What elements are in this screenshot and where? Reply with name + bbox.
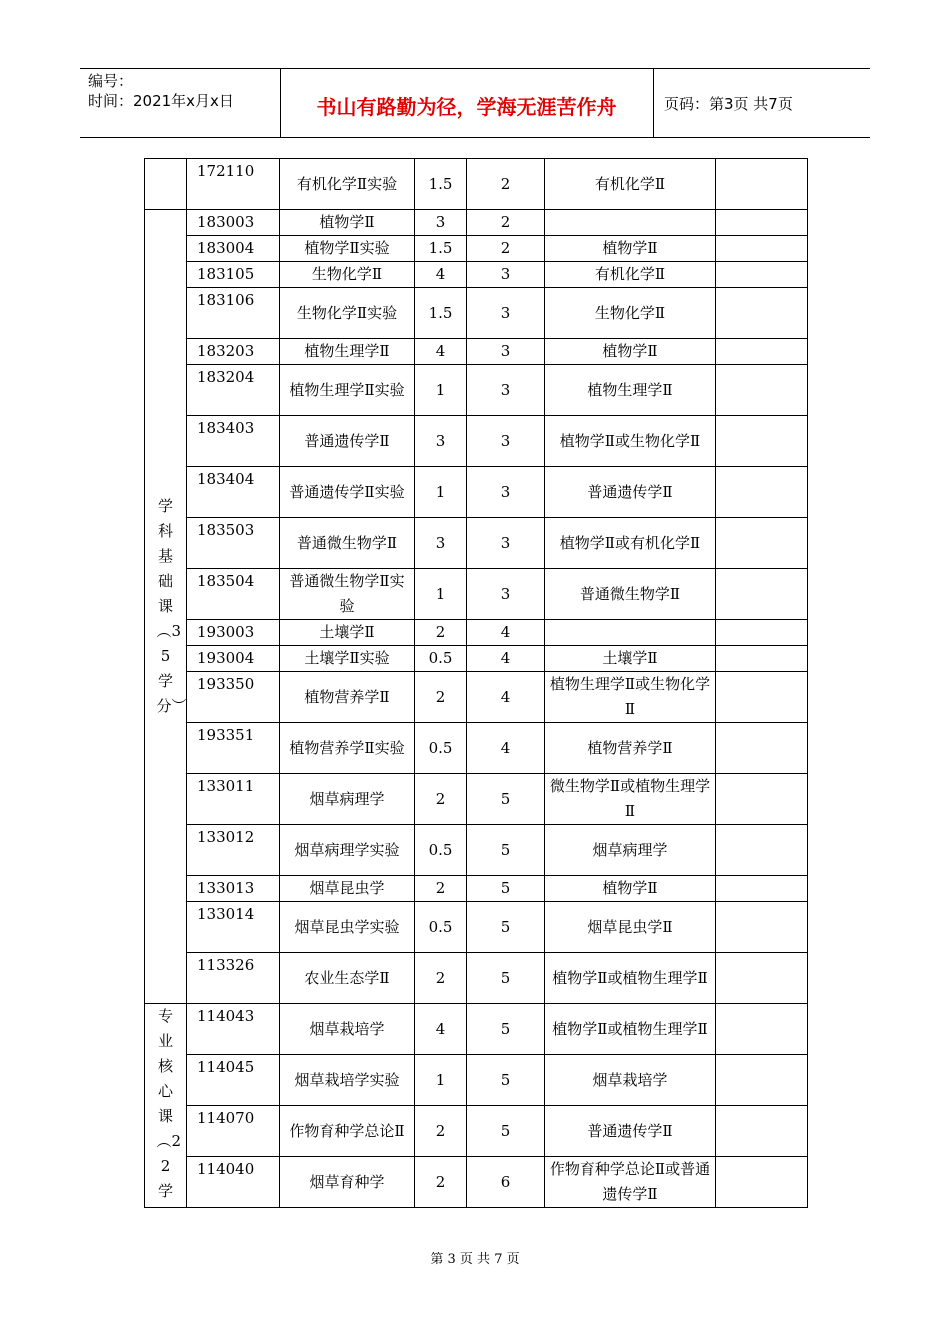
course-prereq: 土壤学Ⅱ: [545, 646, 716, 672]
course-credit: 3: [415, 518, 467, 569]
table-row: [145, 1157, 808, 1208]
course-code: 183003: [187, 210, 280, 236]
course-credit: 4: [415, 1004, 467, 1055]
course-name: 植物学Ⅱ实验: [280, 236, 415, 262]
table-row: [145, 236, 808, 262]
course-code: 172110: [187, 159, 280, 210]
course-name: 植物生理学Ⅱ实验: [280, 365, 415, 416]
course-term: 3: [467, 288, 545, 339]
table-row: [145, 1055, 808, 1106]
table-row: [145, 365, 808, 416]
course-note: [716, 902, 808, 953]
course-note: [716, 876, 808, 902]
course-credit: 2: [415, 774, 467, 825]
course-code: 193350: [187, 672, 280, 723]
course-term: 3: [467, 339, 545, 365]
category-core: [145, 1004, 187, 1208]
course-credit: 1: [415, 467, 467, 518]
course-note: [716, 646, 808, 672]
table-row: [145, 953, 808, 1004]
table-row: [145, 825, 808, 876]
course-term: 5: [467, 1106, 545, 1157]
course-name: 植物营养学Ⅱ: [280, 672, 415, 723]
course-term: 6: [467, 1157, 545, 1208]
course-prereq: 微生物学Ⅱ或植物生理学Ⅱ: [545, 774, 716, 825]
course-prereq: 植物学Ⅱ: [545, 236, 716, 262]
course-code: 114043: [187, 1004, 280, 1055]
course-term: 2: [467, 210, 545, 236]
course-name: 烟草昆虫学: [280, 876, 415, 902]
table-row: [145, 518, 808, 569]
course-code: 193003: [187, 620, 280, 646]
course-term: 3: [467, 262, 545, 288]
course-term: 2: [467, 159, 545, 210]
course-term: 3: [467, 467, 545, 518]
course-credit: 0.5: [415, 646, 467, 672]
course-credit: 3: [415, 416, 467, 467]
course-credit: 3: [415, 210, 467, 236]
time-label: 时间：2021年x月x日: [88, 92, 234, 110]
table-row: [145, 339, 808, 365]
course-prereq: 植物生理学Ⅱ或生物化学Ⅱ: [545, 672, 716, 723]
course-credit: 1: [415, 365, 467, 416]
course-name: 烟草病理学: [280, 774, 415, 825]
course-credit: 4: [415, 339, 467, 365]
course-name: 植物学Ⅱ: [280, 210, 415, 236]
course-term: 3: [467, 416, 545, 467]
course-note: [716, 723, 808, 774]
course-name: 普通遗传学Ⅱ: [280, 416, 415, 467]
course-prereq: 植物学Ⅱ或生物化学Ⅱ: [545, 416, 716, 467]
course-credit: 0.5: [415, 902, 467, 953]
category-basic-label: 学科基础课︵35学分︶: [156, 497, 187, 715]
course-credit: 1.5: [415, 288, 467, 339]
course-note: [716, 569, 808, 620]
course-note: [716, 262, 808, 288]
table-row: [145, 672, 808, 723]
course-code: 183204: [187, 365, 280, 416]
page-header: [80, 68, 870, 138]
header-motto: 书山有路勤为径，学海无涯苦作舟: [316, 95, 617, 119]
table-row: [145, 288, 808, 339]
course-prereq: 烟草病理学: [545, 825, 716, 876]
table-row: [145, 159, 808, 210]
course-prereq: 植物学Ⅱ或植物生理学Ⅱ: [545, 1004, 716, 1055]
course-credit: 2: [415, 953, 467, 1004]
course-code: 133011: [187, 774, 280, 825]
header-page-info: 页码：第3页 共7页: [664, 95, 793, 113]
course-term: 3: [467, 569, 545, 620]
course-credit: 2: [415, 876, 467, 902]
course-prereq: 普通遗传学Ⅱ: [545, 1106, 716, 1157]
table-row: [145, 467, 808, 518]
course-credit: 2: [415, 1106, 467, 1157]
course-prereq: 烟草栽培学: [545, 1055, 716, 1106]
course-code: 183404: [187, 467, 280, 518]
course-note: [716, 288, 808, 339]
course-code: 183203: [187, 339, 280, 365]
course-term: 4: [467, 723, 545, 774]
course-term: 5: [467, 953, 545, 1004]
table-row: [145, 876, 808, 902]
course-code: 183004: [187, 236, 280, 262]
course-term: 3: [467, 518, 545, 569]
course-term: 5: [467, 774, 545, 825]
course-term: 2: [467, 236, 545, 262]
course-code: 183504: [187, 569, 280, 620]
course-code: 113326: [187, 953, 280, 1004]
course-term: 5: [467, 1055, 545, 1106]
course-note: [716, 159, 808, 210]
course-note: [716, 1004, 808, 1055]
table-row: [145, 210, 808, 236]
table-row: [145, 620, 808, 646]
course-code: 183106: [187, 288, 280, 339]
course-code: 114070: [187, 1106, 280, 1157]
table-row: [145, 902, 808, 953]
course-note: [716, 774, 808, 825]
course-note: [716, 416, 808, 467]
course-note: [716, 1106, 808, 1157]
course-prereq: 作物育种学总论Ⅱ或普通遗传学Ⅱ: [545, 1157, 716, 1208]
course-term: 4: [467, 646, 545, 672]
course-note: [716, 620, 808, 646]
course-term: 5: [467, 876, 545, 902]
course-term: 5: [467, 825, 545, 876]
course-note: [716, 1157, 808, 1208]
table-row: [145, 1004, 808, 1055]
course-prereq: 普通微生物学Ⅱ: [545, 569, 716, 620]
course-note: [716, 339, 808, 365]
course-code: 183503: [187, 518, 280, 569]
course-note: [716, 236, 808, 262]
course-credit: 1.5: [415, 159, 467, 210]
table-row: [145, 262, 808, 288]
course-name: 生物化学Ⅱ实验: [280, 288, 415, 339]
course-name: 植物营养学Ⅱ实验: [280, 723, 415, 774]
course-credit: 1: [415, 569, 467, 620]
course-prereq: 植物学Ⅱ: [545, 339, 716, 365]
course-prereq: 植物学Ⅱ或有机化学Ⅱ: [545, 518, 716, 569]
course-prereq: [545, 620, 716, 646]
course-code: 193351: [187, 723, 280, 774]
table-row: [145, 774, 808, 825]
table-row: [145, 646, 808, 672]
course-credit: 2: [415, 672, 467, 723]
course-name: 烟草病理学实验: [280, 825, 415, 876]
course-credit: 4: [415, 262, 467, 288]
course-code: 114045: [187, 1055, 280, 1106]
course-prereq: 有机化学Ⅱ: [545, 262, 716, 288]
course-name: 土壤学Ⅱ: [280, 620, 415, 646]
course-code: 193004: [187, 646, 280, 672]
course-note: [716, 1055, 808, 1106]
course-credit: 1.5: [415, 236, 467, 262]
course-credit: 2: [415, 620, 467, 646]
category-basic: [145, 210, 187, 1004]
course-name: 作物育种学总论Ⅱ: [280, 1106, 415, 1157]
course-name: 生物化学Ⅱ: [280, 262, 415, 288]
table-row: [145, 569, 808, 620]
table-row: [145, 723, 808, 774]
course-prereq: 普通遗传学Ⅱ: [545, 467, 716, 518]
course-name: 烟草昆虫学实验: [280, 902, 415, 953]
course-note: [716, 518, 808, 569]
number-label: 编号：: [88, 72, 134, 90]
course-note: [716, 953, 808, 1004]
course-code: 183403: [187, 416, 280, 467]
course-prereq: 植物学Ⅱ: [545, 876, 716, 902]
page-footer: 第 3 页 共 7 页: [430, 1252, 520, 1267]
course-prereq: 生物化学Ⅱ: [545, 288, 716, 339]
course-term: 5: [467, 902, 545, 953]
course-prereq: [545, 210, 716, 236]
course-credit: 1: [415, 1055, 467, 1106]
course-code: 133013: [187, 876, 280, 902]
course-code: 114040: [187, 1157, 280, 1208]
course-code: 133012: [187, 825, 280, 876]
course-prereq: 植物生理学Ⅱ: [545, 365, 716, 416]
category-core-label: 专业核心课︵22学: [156, 1007, 182, 1200]
course-prereq: 烟草昆虫学Ⅱ: [545, 902, 716, 953]
course-name: 有机化学Ⅱ实验: [280, 159, 415, 210]
course-prereq: 有机化学Ⅱ: [545, 159, 716, 210]
course-name: 土壤学Ⅱ实验: [280, 646, 415, 672]
course-note: [716, 210, 808, 236]
course-term: 3: [467, 365, 545, 416]
header-meta: [88, 71, 234, 111]
course-name: 农业生态学Ⅱ: [280, 953, 415, 1004]
course-code: 183105: [187, 262, 280, 288]
table-row: [145, 1106, 808, 1157]
header-divider: [653, 69, 654, 137]
course-note: [716, 365, 808, 416]
category-cell-previous: [145, 159, 187, 210]
course-term: 5: [467, 1004, 545, 1055]
course-note: [716, 467, 808, 518]
course-name: 烟草栽培学实验: [280, 1055, 415, 1106]
course-note: [716, 672, 808, 723]
course-credit: 0.5: [415, 825, 467, 876]
course-name: 普通微生物学Ⅱ实验: [280, 569, 415, 620]
course-prereq: 植物营养学Ⅱ: [545, 723, 716, 774]
course-code: 133014: [187, 902, 280, 953]
course-credit: 2: [415, 1157, 467, 1208]
course-credit: 0.5: [415, 723, 467, 774]
course-term: 4: [467, 620, 545, 646]
course-note: [716, 825, 808, 876]
course-name: 植物生理学Ⅱ: [280, 339, 415, 365]
course-prereq: 植物学Ⅱ或植物生理学Ⅱ: [545, 953, 716, 1004]
course-name: 烟草育种学: [280, 1157, 415, 1208]
course-name: 普通微生物学Ⅱ: [280, 518, 415, 569]
course-term: 4: [467, 672, 545, 723]
course-name: 烟草栽培学: [280, 1004, 415, 1055]
course-table: [144, 158, 808, 1208]
course-name: 普通遗传学Ⅱ实验: [280, 467, 415, 518]
table-row: [145, 416, 808, 467]
